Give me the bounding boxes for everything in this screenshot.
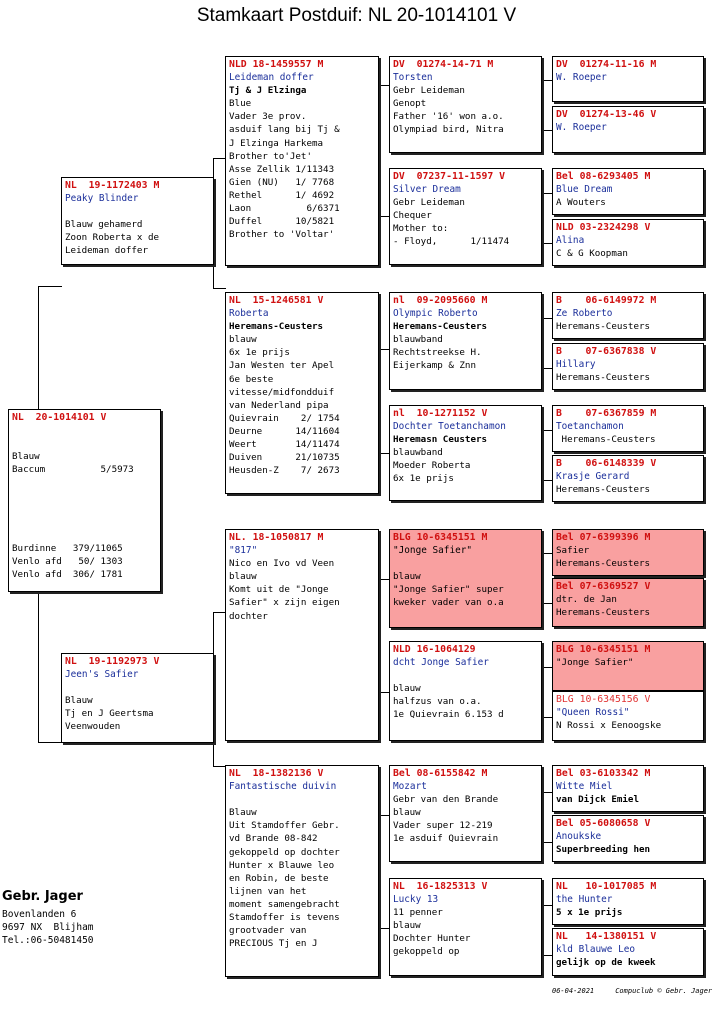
info-line: Duffel 10/5821 [229, 216, 335, 228]
pigeon-card-ff[interactable] [225, 56, 379, 266]
pigeon-card-fmm[interactable] [389, 405, 542, 501]
info-line [12, 503, 157, 516]
breeder-name: van Dijck Emiel [556, 794, 639, 806]
ring-number: B 06-6148339 V [556, 458, 657, 469]
pigeon-card-subject[interactable] [8, 409, 161, 592]
connector [541, 667, 552, 668]
pigeon-name: Fantastische duivin [229, 781, 337, 793]
ring-number: BLG 10-6345151 M [393, 532, 488, 543]
ring-number: Bel 07-6369527 V [556, 581, 651, 592]
ring-number: NLD 03-2324298 V [556, 222, 651, 233]
info-line: Rethel 1/ 4692 [229, 189, 335, 201]
info-line: PRECIOUS Tj en J [229, 938, 318, 950]
breeder-name: Gebr van den Brande [393, 794, 499, 806]
pigeon-card-g14[interactable] [552, 815, 704, 862]
pigeon-name: Hillary [556, 359, 596, 371]
connector [378, 453, 389, 454]
pigeon-name: Torsten [393, 72, 433, 84]
info-line: asduif lang bij Tj & [229, 124, 340, 136]
info-line: Baccum 5/5973 [12, 464, 134, 476]
info-line: Deurne 14/11604 [229, 425, 340, 437]
ring-number: NL 15-1246581 V [229, 295, 324, 306]
pigeon-name: the Hunter [556, 894, 613, 906]
breeder-name: Gebr Leideman [393, 197, 465, 209]
info-line: Mother to: [393, 223, 449, 235]
pigeon-name: "817" [229, 545, 258, 557]
info-line: lijnen van het [229, 885, 307, 897]
breeder-name: 11 penner [393, 907, 443, 919]
pigeon-name: W. Roeper [556, 122, 607, 134]
connector [378, 579, 389, 580]
ring-number: DV 01274-11-16 M [556, 59, 657, 70]
info-line: grootvader van [229, 925, 307, 937]
info-line: Heremans-Ceusters [556, 607, 651, 619]
pigeon-name: Dochter Toetanchamon [393, 421, 506, 433]
info-line: Leideman doffer [65, 245, 148, 257]
info-line: 1e asduif Quievrain [393, 833, 499, 845]
info-line: Safier [556, 545, 590, 557]
breeder-name: Heremasn Ceusters [393, 434, 488, 446]
connector [378, 349, 389, 350]
info-line: gekoppeld op dochter [229, 846, 340, 858]
connector [378, 216, 389, 217]
connector [213, 288, 226, 289]
ring-number: Bel 08-6293405 M [556, 171, 651, 182]
info-line: blauwband [393, 447, 443, 459]
breeder-name: N Rossi x Eenoogske [556, 720, 662, 732]
pigeon-name: Anoukske [556, 831, 602, 843]
ring-number: NL 20-1014101 V [12, 412, 107, 423]
info-line: Safier" x zijn eigen [229, 597, 340, 609]
info-line: 6x 1e prijs [229, 347, 290, 359]
ring-number: NL 19-1192973 V [65, 656, 160, 667]
pigeon-card-mother[interactable] [61, 653, 214, 743]
info-line: Hunter x Blauwe leo [229, 859, 335, 871]
info-line: blauw [393, 920, 421, 932]
breeder-name: Heremans-Ceusters [556, 484, 651, 496]
info-line: Rechtstreekse H. [393, 347, 482, 359]
ring-number: B 07-6367838 V [556, 346, 657, 357]
pigeon-name: Peaky Blinder [65, 193, 139, 205]
info-line: moment samengebracht [229, 898, 340, 910]
info-line: 6x 1e prijs [393, 473, 454, 485]
pigeon-card-g13[interactable] [552, 765, 704, 812]
pigeon-name: Toetanchamon [556, 421, 624, 433]
pigeon-card-g8[interactable] [552, 455, 704, 502]
ring-number: Bel 05-6080658 V [556, 818, 651, 829]
breeder-name: Nico en Ivo vd Veen [229, 558, 335, 570]
pigeon-card-father[interactable] [61, 177, 214, 265]
pigeon-card-fff[interactable] [389, 56, 542, 153]
info-line: blauwband [393, 334, 443, 346]
info-line: Venlo afd 306/ 1781 [12, 569, 123, 581]
info-line: van Nederland pipa [229, 399, 329, 411]
pigeon-name: Jeen's Safier [65, 669, 139, 681]
connector [213, 158, 214, 178]
info-line [393, 557, 538, 570]
pigeon-name: Olympic Roberto [393, 308, 478, 320]
info-line [12, 476, 157, 489]
info-line: Brother to 'Voltar' [229, 229, 335, 241]
info-line: Veenwouden [65, 721, 121, 733]
info-line [12, 437, 157, 450]
breeder-name: Heremans-Ceusters [556, 372, 651, 384]
connector [378, 815, 389, 816]
ring-number: DV 07237-11-1597 V [393, 171, 506, 182]
ring-number: B 06-6149972 M [556, 295, 657, 306]
pigeon-card-ffm[interactable] [389, 168, 542, 265]
ring-number: BLG 10-6345156 V [556, 694, 651, 705]
info-line: gekoppeld op [393, 946, 460, 958]
info-line: en Robin, de beste [229, 872, 329, 884]
info-line: blauw [393, 683, 421, 695]
pigeon-name: W. Roeper [556, 72, 607, 84]
pigeon-card-mmf[interactable] [389, 765, 542, 862]
ring-number: NL 16-1825313 V [393, 881, 488, 892]
ring-number: NL. 18-1050817 M [229, 532, 324, 543]
info-line [65, 205, 210, 218]
pigeon-name: Leideman doffer [229, 72, 314, 84]
pigeon-card-g11[interactable] [552, 641, 704, 691]
info-line: blauw [393, 807, 421, 819]
pigeon-card-g9[interactable] [552, 529, 704, 576]
info-line: "Jonge Safier" [556, 657, 634, 669]
breeder-name: Tj & J Elzinga [229, 85, 307, 97]
pigeon-name: Krasje Gerard [556, 471, 630, 483]
connector [378, 85, 389, 86]
owner-info [2, 890, 94, 947]
pigeon-card-mmm[interactable] [389, 878, 542, 976]
pigeon-name: Mozart [393, 781, 427, 793]
connector [541, 193, 552, 194]
pigeon-name: Roberta [229, 308, 269, 320]
connector [541, 318, 552, 319]
ring-number: nl 09-2095660 M [393, 295, 488, 306]
info-line [12, 490, 157, 503]
connector [213, 742, 214, 766]
breeder-name: C & G Koopman [556, 248, 628, 260]
info-line: Vader super 12-219 [393, 820, 493, 832]
pigeon-name: Silver Dream [393, 184, 461, 196]
ring-number: B 07-6367859 M [556, 408, 657, 419]
info-line: 1e Quievrain 6.153 d [393, 709, 504, 721]
info-line: Komt uit de "Jonge [229, 584, 329, 596]
pigeon-name: dcht Jonge Safier [393, 657, 489, 669]
connector [38, 742, 62, 743]
ring-number: NLD 16-1064129 [393, 644, 476, 655]
connector [541, 480, 552, 481]
info-line: Venlo afd 50/ 1303 [12, 556, 123, 568]
connector [213, 264, 214, 288]
pigeon-card-g6[interactable] [552, 343, 704, 390]
connector [541, 130, 552, 131]
pigeon-card-mf[interactable] [225, 529, 379, 741]
ring-number: NLD 18-1459557 M [229, 59, 324, 70]
info-line: Olympiad bird, Nitra [393, 124, 504, 136]
breeder-name: Heremans-Ceusters [556, 434, 656, 446]
info-line: Jan Westen ter Apel [229, 360, 335, 372]
ring-number: NL 18-1382136 V [229, 768, 324, 779]
connector [38, 592, 39, 742]
info-line [12, 516, 157, 529]
info-line: kweker vader van o.a [393, 597, 504, 609]
breeder-name: Heremans-Ceusters [229, 321, 324, 333]
owner-city: 9697 NX Blijham [2, 922, 94, 933]
pigeon-card-g2[interactable] [552, 106, 704, 153]
connector [541, 792, 552, 793]
info-line: Heremans-Ceusters [556, 558, 651, 570]
info-line: Asse Zellik 1/11343 [229, 163, 335, 175]
info-line: dtr. de Jan [556, 594, 617, 606]
info-line: Genopt [393, 98, 427, 110]
connector [541, 553, 552, 554]
pigeon-name: Blue Dream [556, 184, 613, 196]
pigeon-name: "Jonge Safier" [393, 545, 473, 557]
info-line: Zoon Roberta x de [65, 232, 160, 244]
pigeon-card-mff[interactable] [389, 529, 542, 628]
pigeon-card-g1[interactable] [552, 56, 704, 102]
ring-number: Bel 03-6103342 M [556, 768, 651, 779]
ring-number: DV 01274-13-46 V [556, 109, 657, 120]
connector [378, 692, 389, 693]
info-line: blauw [229, 571, 257, 583]
pigeon-name: Lucky 13 [393, 894, 439, 906]
info-line: Eijerkamp & Znn [393, 360, 476, 372]
info-line [393, 669, 538, 682]
pigeon-card-mfm[interactable] [389, 641, 542, 741]
pigeon-name: Alina [556, 235, 585, 247]
connector [541, 842, 552, 843]
breeder-name: A Wouters [556, 197, 606, 209]
pigeon-card-g12[interactable] [552, 691, 704, 741]
info-line [12, 424, 157, 437]
footer-credit: 06-04-2021 Compuclub © Gebr. Jager [552, 987, 713, 995]
pigeon-card-g15[interactable] [552, 878, 704, 925]
breeder-name: Heremans-Ceusters [393, 321, 488, 333]
info-line: Father '16' won a.o. [393, 111, 504, 123]
info-line: Blauw gehamerd [65, 219, 143, 231]
ring-number: NL 19-1172403 M [65, 180, 160, 191]
connector [541, 80, 552, 81]
info-line: Burdinne 379/11065 [12, 542, 123, 554]
owner-phone: Tel.:06-50481450 [2, 935, 94, 946]
pigeon-name: Witte Miel [556, 781, 613, 793]
connector [541, 905, 552, 906]
info-line: blauw [393, 571, 421, 583]
info-line: vd Brande 08-842 [229, 833, 318, 845]
pigeon-name: kld Blauwe Leo [556, 944, 636, 956]
info-line: Brother to'Jet' [229, 150, 312, 162]
info-line: Quievrain 2/ 1754 [229, 412, 340, 424]
info-line: J Elzinga Harkema [229, 137, 324, 149]
info-line: halfzus van o.a. [393, 696, 482, 708]
info-line: Weert 14/11474 [229, 439, 340, 451]
info-line: Tj en J Geertsma [65, 708, 154, 720]
pigeon-card-fm[interactable] [225, 292, 379, 494]
breeder-name: Heremans-Ceusters [556, 321, 651, 333]
ring-number: NL 14-1380151 V [556, 931, 657, 942]
pigeon-name: Ze Roberto [556, 308, 613, 320]
info-line: Stamdoffer is tevens [229, 912, 340, 924]
info-line: Blauw [12, 451, 40, 463]
info-line: Chequer [393, 210, 432, 222]
info-line: Dochter Hunter [393, 933, 471, 945]
owner-address: Bovenlanden 6 [2, 909, 77, 920]
breeder-name: Gebr Leideman [393, 85, 465, 97]
breeder-name: 5 x 1e prijs [556, 907, 623, 919]
info-line: Uit Stamdoffer Gebr. [229, 820, 340, 832]
info-line: Gien (NU) 1/ 7768 [229, 176, 335, 188]
connector [541, 955, 552, 956]
info-line: Blauw [65, 695, 93, 707]
breeder-name: gelijk op de kweek [556, 957, 656, 969]
info-line: blauw [229, 334, 257, 346]
connector [541, 430, 552, 431]
info-line: Heusden-Z 7/ 2673 [229, 465, 340, 477]
info-line: Blue [229, 98, 252, 110]
breeder-name: Superbreeding hen [556, 844, 651, 856]
connector [38, 286, 39, 410]
connector [213, 612, 214, 654]
connector [541, 603, 552, 604]
info-line: Duiven 21/10735 [229, 452, 340, 464]
info-line: "Jonge Safier" super [393, 584, 504, 596]
info-line: Blauw [229, 807, 257, 819]
ring-number: DV 01274-14-71 M [393, 59, 494, 70]
pigeon-card-g4[interactable] [552, 219, 704, 266]
pigeon-card-g7[interactable] [552, 405, 704, 452]
connector [541, 368, 552, 369]
ring-number: Bel 07-6399396 M [556, 532, 651, 543]
connector [541, 717, 552, 718]
connector [38, 286, 62, 287]
info-line: - Floyd, 1/11474 [393, 236, 510, 248]
ring-number: BLG 10-6345151 M [556, 644, 651, 655]
connector [541, 243, 552, 244]
ring-number: nl 10-1271152 V [393, 408, 488, 419]
ring-number: Bel 08-6155842 M [393, 768, 488, 779]
pigeon-card-g10[interactable] [552, 578, 704, 627]
ring-number: NL 10-1017085 M [556, 881, 657, 892]
pigeon-card-g3[interactable] [552, 168, 704, 215]
pigeon-card-mm[interactable] [225, 765, 379, 977]
pigeon-card-g5[interactable] [552, 292, 704, 339]
pigeon-card-g16[interactable] [552, 928, 704, 976]
owner-name: Gebr. Jager [2, 889, 83, 904]
page-title: Stamkaart Postduif: NL 20-1014101 V [196, 5, 517, 26]
info-line: Vader 3e prov. [229, 111, 307, 123]
info-line: Laon 6/6371 [229, 203, 340, 215]
info-line [229, 793, 375, 806]
info-line [12, 529, 157, 542]
info-line: Moeder Roberta [393, 460, 471, 472]
info-line: dochter [229, 610, 268, 622]
info-line [65, 681, 210, 694]
pigeon-card-fmf[interactable] [389, 292, 542, 390]
connector [378, 928, 389, 929]
info-line: 6e beste [229, 373, 274, 385]
info-line: vitesse/midfondduif [229, 386, 335, 398]
pigeon-name: "Queen Rossi" [556, 707, 630, 719]
